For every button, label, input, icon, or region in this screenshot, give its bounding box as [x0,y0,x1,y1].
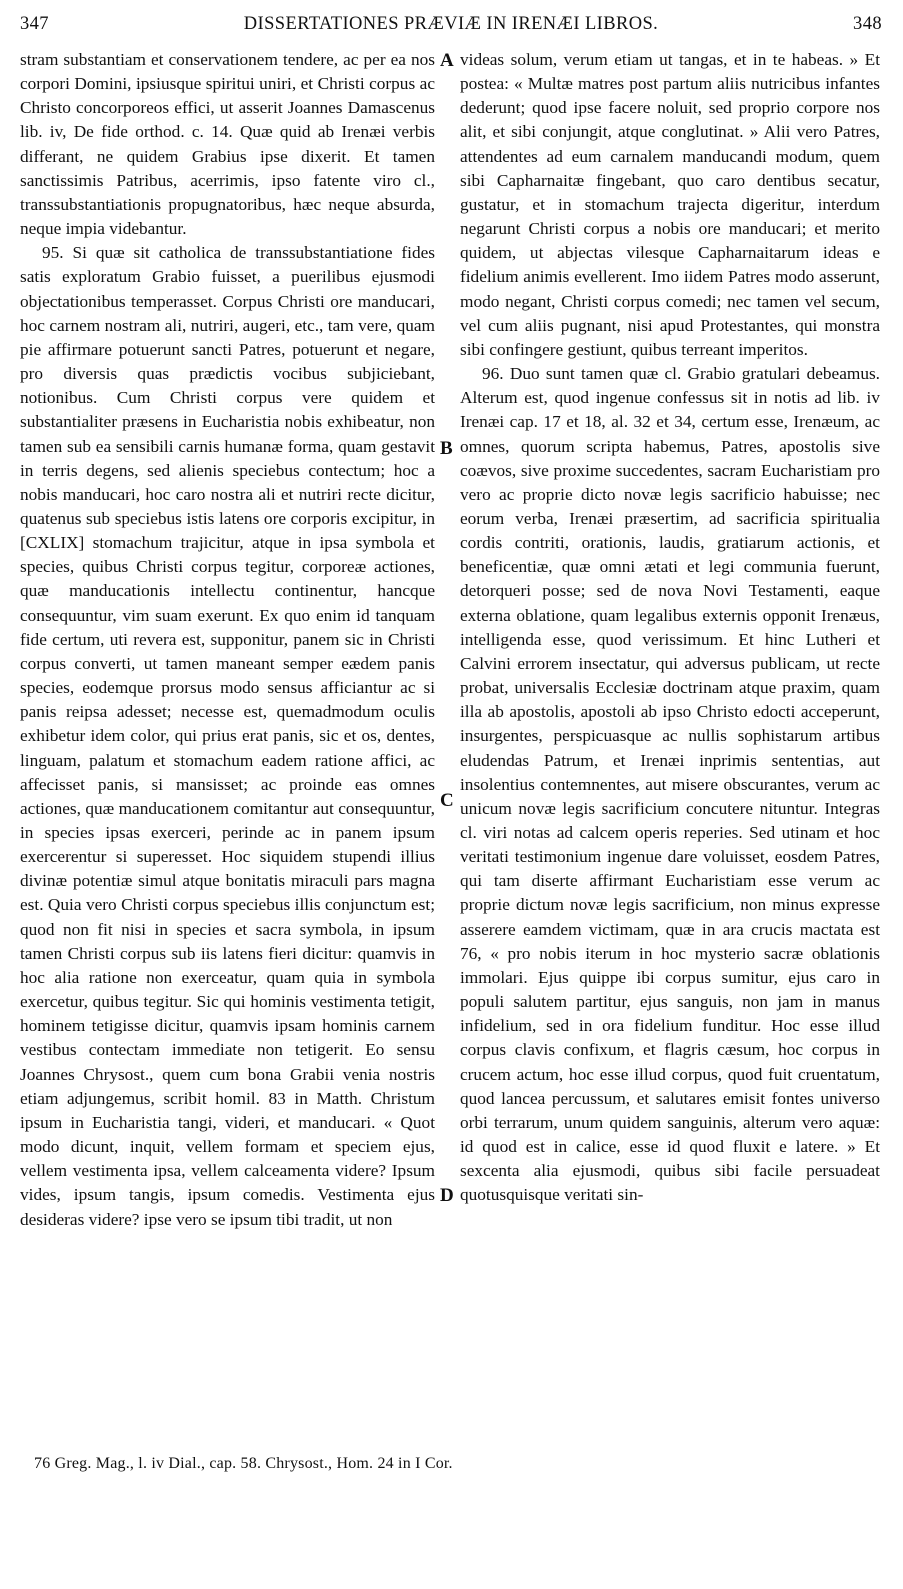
left-column [20,48,435,1232]
running-header [20,14,882,38]
paragraph-continued-right: videas solum, verum etiam ut tangas, et in te habeas. » Et postea: « Multæ matres post partum aliis nutricibus infantes dederunt; quod ipse facere noluit, sed proprio corpore nos alit, et sibi conjungit, atque conglutinat. » Alii vero Patres, attendentes ad eum carnalem manducandi modum, quem sibi Capharnaitæ fingebant, quo caro dentibus secatur, gustatur, et in stomachum trajecta digeritur, interdum negarunt Christi corpus a nobis ore manducari; et merito quidem, ut abjectas vilesque Capharnaitarum ideas e fidelium animis evellerent. Imo iidem Patres modo asserunt, modo negant, Christi corpus comedi; nec tamen vel secum, vel cum aliis pugnant, nisi apud Protestantes, qui monstra sibi confingere gestiunt, quibus terreant imperitos. [460,50,880,359]
margin-marker-c: C [440,790,454,811]
running-title: DISSERTATIONES PRÆVIÆ IN IRENÆI LIBROS. [243,14,659,34]
margin-marker-b: B [440,438,453,459]
paragraph-continued: stram substantiam et conservationem tendere, ac per ea nos corpori Domini, ipsiusque spiritui uniri, et Christi corpus ac Christo concorporeos effici, ut asserit Joannes Damascenus lib. iv, De fide orthod. c. 14. Quæ quid ab Irenæi verbis differant, ne quidem Grabius ipse dixerit. Et tamen sanctissimis Patribus, acerrimis, ipso fatente viro cl., transsubstantiationis propugnatoribus, hæc neque absurda, neque impia videbantur. [20,50,435,239]
footnote: 76 Greg. Mag., l. iv Dial., cap. 58. Chrysost., Hom. 24 in I Cor. [34,1455,453,1472]
page-number-left: 347 [20,14,49,34]
paragraph-96: 96. Duo sunt tamen quæ cl. Grabio gratulari debeamus. Alterum est, quod ingenue confessus sit in notis ad lib. iv Irenæi cap. 17 et 18, al. 32 et 34, certum esse, Irenæum, ac omnes, quorum scripta habemus, Patres, apostolis sive coævos, sive proxime succedentes, sacram Eucharistiam pro vero ac proprie dicto novæ legis sacrificio habuisse; nec eorum verba, Irenæi præsertim, ad sacrificia spiritualia cordis contriti, orationis, laudis, gratiarum actionis, et beneficentiæ, quæ omni ætati et legi communia fuerunt, detorqueri posse; sed de nova Novi Testamenti, eaque externa oblatione, quam legalibus externis opponit Irenæus, intelligenda esse, quod verissimum. Et hinc Lutheri et Calvini errorem insectatur, qui adversus publicam, ut recte probat, universalis Ecclesiæ doctrinam atque praxim, quam illa ab apostolis, apostoli ab ipso Christo edocti acceperunt, insurgentes, perspicuasque ac nullis sophistarum artibus eludendas Patrum, et Irenæi inprimis sententias, aut insolentius contemnentes, aut misere obscurantes, verum ac unicum novæ legis sacrificium concutere nituntur. Integras cl. viri notas ad calcem operis reperies. Sed utinam et hoc veritati testimonium ingenue dare voluisset, eosdem Patres, qui tam diserte affirmant Eucharistiam esse verum ac proprie dictum novæ legis sacrificium, non minus expresse asserere eamdem victimam, quæ in ara crucis mactata est 76, « pro nobis iterum in hoc mysterio sacræ oblationis immolari. Ejus quippe ibi corpus sumitur, ejus caro in populi salutem partitur, ejus sanguis, non jam in manus infidelium, sed in ora fidelium funditur. Hoc esse illud corpus clavis confixum, et flagris cæsum, hoc corpus in crucem actum, hoc esse illud corpus, quod fuit cruentatum, quod lancea percussum, et salutares emisit fontes universo orbi terrarum, unum quidem sanguinis, alterum vero aquæ: id quod est in calice, esse id quod fluxit e latere. » Et sexcenta alia ejusmodi, quibus sibi facile persuadeat quotusquisque veritati sin- [460,364,880,1205]
margin-marker-d: D [440,1185,454,1206]
page-number-right: 348 [853,14,882,34]
right-column [460,48,880,1208]
paragraph-95: 95. Si quæ sit catholica de transsubstantiatione fides satis exploratum Grabio fuisset, a puerilibus ejusmodi objectationibus temperasset. Corpus Christi ore manducari, hoc carnem nostram ali, nutriri, augeri, etc., tam vere, quam pie affirmare potuerunt sancti Patres, potuerunt et negare, pro diversis quas prædictis vocibus subjiciebant, notionibus. Cum Christi corpus vere quidem et substantialiter præsens in Eucharistia nobis exhibeatur, non tamen sub ea sensibili carnis humanæ forma, quam gestavit in terris degens, sed alienis speciebus contectum; hoc a nobis manducari, hoc caro nostra ali et nutriri recte dicitur, quatenus sub speciebus istis latens ore corporis excipitur, in [CXLIX] stomachum trajicitur, atque in ipsa symbola et species, quibus Christi corpus tegitur, corporeæ actiones, quæ manducationis intellectu continentur, hancque consequuntur, vim suam exerunt. Ex quo enim id tanquam fide certum, uti revera est, supponitur, panem sic in Christi corpus converti, ut tamen maneant semper eædem panis species, eodemque prorsus modo sensus afficiantur ac si panis reipsa adesset; necesse est, quemadmodum oculis exhibetur idem color, qui prius erat panis, sic et os, dentes, linguam, palatum et stomachum eadem ratione affici, ac affecisset panis, si mansisset; ac proinde eas omnes actiones, quæ manducationem comitantur aut consequuntur, in species ipsas exerceri, perinde ac in panem ipsum exercerentur si superesset. Hoc siquidem stupendi illius divinæ potentiæ simul atque bonitatis miraculi pars magna est. Quia vero Christi corpus speciebus illis conjunctum est; quod non fit nisi in species et sacra symbola, in ipsum tamen Christi corpus sub iis latens fieri dicitur: quamvis in hoc alia ratione non exerceatur, quam quia in symbola exercetur, quibus tegitur. Sic qui hominis vestimenta tetigit, hominem tetigisse dicitur, quamvis ipsam hominis carnem vestibus contectam immediate non tetigerit. Eo sensu Joannes Chrysost., quem cum bona Grabii venia nostris etiam adjungemus, scribit homil. 83 in Matth. Christum ipsum in Eucharistia tangi, videri, et manducari. « Quot modo dicunt, inquit, vellem formam et speciem ejus, vellem vestimenta ipsa, vellem calceamenta videre? Ipsum vides, ipsum tangis, ipsum comedis. Vestimenta ejus desideras videre? ipse vero se ipsum tibi tradit, ut non [20,243,435,1229]
margin-marker-a: A [440,50,454,71]
